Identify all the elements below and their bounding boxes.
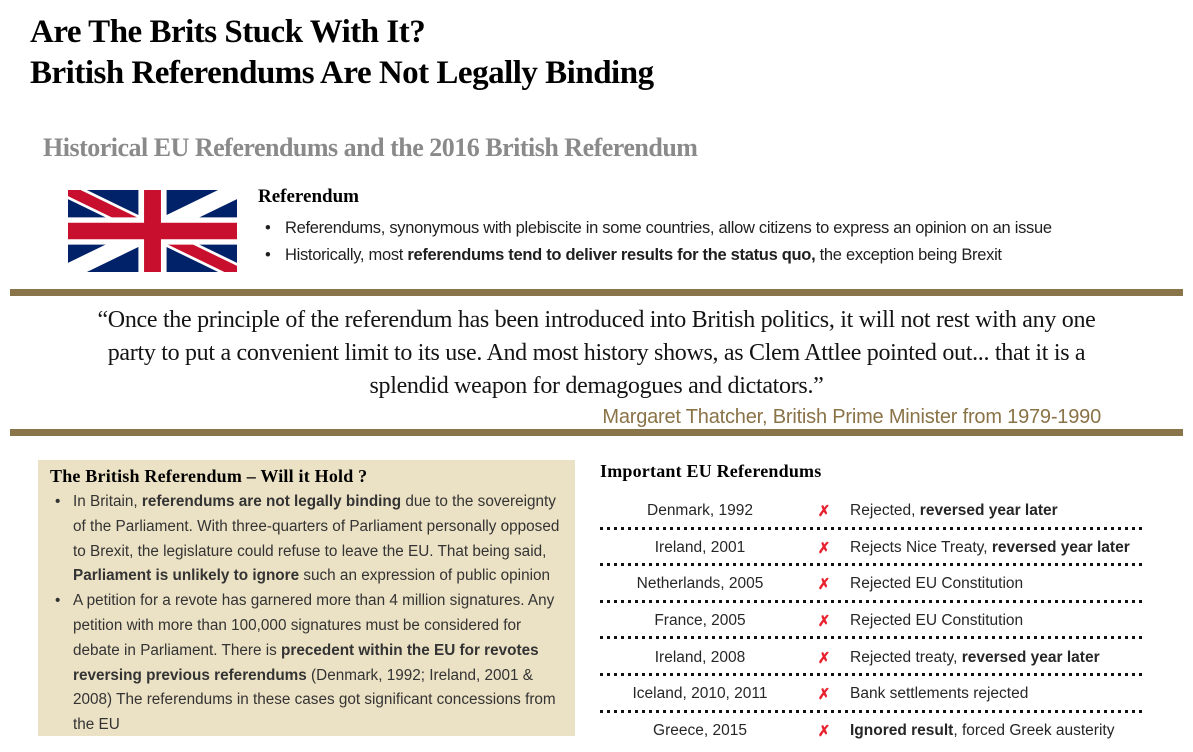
box-bullet-list — [50, 490, 561, 736]
quote-attribution: Margaret Thatcher, British Prime Minister from 1979-1990 — [602, 406, 1101, 428]
reject-x-icon: ✗ — [817, 722, 831, 740]
result-cell: Rejected EU Constitution — [850, 612, 1024, 630]
country-year-cell: Netherlands, 2005 — [636, 575, 764, 593]
result-cell: Rejects Nice Treaty, reversed year later — [850, 538, 1130, 556]
country-year-cell: Iceland, 2010, 2011 — [632, 685, 768, 703]
result-cell: Rejected, reversed year later — [850, 502, 1058, 520]
eu-referendums-title: Important EU Referendums — [600, 461, 822, 481]
uk-flag-icon — [68, 190, 237, 272]
page-title-line1: Are The Brits Stuck With It? — [30, 14, 426, 50]
list-item: • Referendums, synonymous with plebiscite in some countries, allow citizens to express an opinion on an issue — [258, 215, 1188, 242]
page-title — [30, 12, 654, 94]
list-item: • A petition for a revote has garnered more than 4 million signatures. Any petition with more than 100,000 signatures must be considered for debate in Parliament. There is precedent within the EU for revotes reversing previous referendums (Denmark, 1992; Ireland, 2001 & 2008) The referendums in these cases got significant concessions from the EU — [50, 589, 561, 736]
result-cell: Bank settlements rejected — [850, 685, 1029, 703]
result-cell: Rejected EU Constitution — [850, 575, 1024, 593]
referendum-heading: Referendum — [258, 186, 359, 207]
gold-divider-top — [10, 289, 1183, 296]
country-year-cell: Ireland, 2008 — [654, 648, 746, 666]
referendum-intro — [258, 186, 1188, 269]
list-item: • Historically, most referendums tend to deliver results for the status quo, the exception being Brexit — [258, 242, 1188, 269]
gold-divider-bottom — [10, 429, 1183, 436]
table-row — [600, 566, 1145, 603]
quote-text: “Once the principle of the referendum has been introduced into British politics, it will not rest with any one party to put a convenient limit to its use. And most history shows, as Clem Attlee pointed out... that it is a splendid weapon for demagogues and dictators.” — [97, 307, 1096, 399]
eu-referendums-section — [600, 461, 1145, 749]
country-year-cell: Denmark, 1992 — [647, 502, 753, 520]
reject-x-icon: ✗ — [817, 613, 831, 631]
country-year-cell: Greece, 2015 — [653, 721, 747, 739]
table-row — [600, 676, 1145, 713]
page-title-line2: British Referendums Are Not Legally Binding — [30, 55, 654, 91]
table-row — [600, 603, 1145, 640]
quote-block — [0, 304, 1193, 429]
table-row — [600, 713, 1145, 750]
country-year-cell: France, 2005 — [654, 612, 746, 630]
eu-referendums-table — [600, 493, 1145, 749]
reject-x-icon: ✗ — [817, 649, 831, 667]
reject-x-icon: ✗ — [817, 539, 831, 557]
section-subtitle: Historical EU Referendums and the 2016 British Referendum — [43, 133, 698, 162]
table-row — [600, 530, 1145, 567]
box-title: The British Referendum – Will it Hold ? — [50, 466, 368, 486]
table-row — [600, 639, 1145, 676]
referendum-bullet-list — [258, 215, 1188, 269]
reject-x-icon: ✗ — [817, 686, 831, 704]
reject-x-icon: ✗ — [817, 576, 831, 594]
list-item: • In Britain, referendums are not legally binding due to the sovereignty of the Parliament. With three-quarters of Parliament personally opposed to Brexit, the legislature could refuse to leave the EU. That being said, Parliament is unlikely to ignore such an expression of public opinion — [50, 490, 561, 589]
result-cell: Ignored result, forced Greek austerity — [850, 721, 1115, 739]
reject-x-icon: ✗ — [817, 503, 831, 521]
table-row — [600, 493, 1145, 530]
british-referendum-box — [38, 460, 575, 736]
country-year-cell: Ireland, 2001 — [654, 538, 746, 556]
result-cell: Rejected treaty, reversed year later — [850, 648, 1100, 666]
